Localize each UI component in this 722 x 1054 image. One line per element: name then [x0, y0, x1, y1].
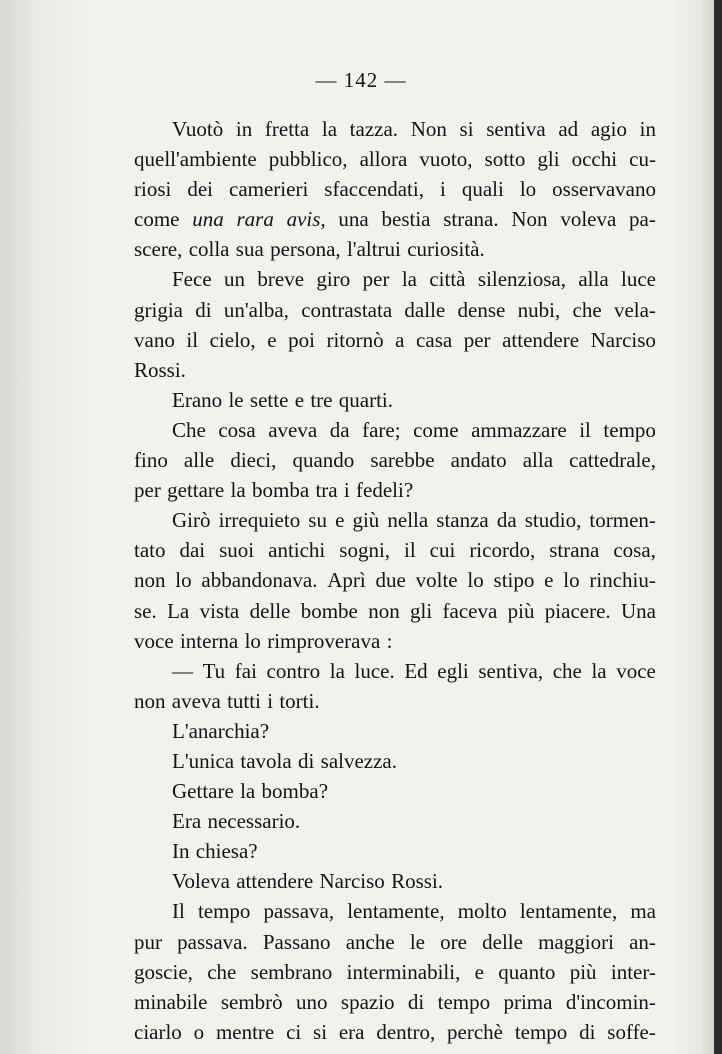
- word: due: [375, 568, 406, 593]
- text-line: [134, 626, 656, 656]
- word: tormen-: [589, 508, 656, 533]
- word: Aprì: [327, 568, 366, 593]
- word: sogni,: [339, 538, 391, 563]
- word: inter-: [610, 959, 656, 984]
- word: per: [362, 267, 390, 292]
- word: quell'ambiente: [134, 147, 257, 172]
- word: anche: [345, 929, 395, 954]
- word: delle: [482, 929, 523, 954]
- word: faceva: [442, 598, 498, 623]
- word: riosi: [134, 177, 172, 202]
- word: dieci,: [230, 448, 277, 473]
- word: gli: [410, 598, 433, 623]
- word: di: [298, 748, 315, 773]
- text-line: [134, 686, 656, 716]
- word: necessario.: [207, 809, 301, 834]
- word: la: [321, 117, 338, 141]
- word: molto: [457, 899, 507, 924]
- word: salvezza.: [320, 748, 398, 773]
- word: prima: [503, 989, 553, 1014]
- word: ritornò: [326, 327, 384, 352]
- text-line: [134, 325, 656, 355]
- word: attendere: [502, 327, 580, 352]
- text-line: [134, 355, 656, 385]
- word: fretta: [264, 117, 310, 141]
- word: era: [338, 1019, 365, 1044]
- word: breve: [257, 267, 305, 292]
- word: goscie,: [134, 959, 193, 984]
- word: chiesa?: [195, 839, 258, 864]
- text-line: [134, 1017, 656, 1047]
- word: osservavano: [552, 177, 656, 202]
- word: tato: [134, 538, 166, 563]
- word: L'unica: [172, 748, 235, 773]
- word: una: [192, 207, 224, 232]
- word: bomba?: [261, 779, 329, 804]
- word: sotto: [484, 147, 526, 172]
- word: pur: [134, 929, 162, 954]
- word: se.: [134, 598, 157, 623]
- word: Rossi.: [391, 869, 444, 894]
- word: di: [579, 1019, 596, 1044]
- word: sentiva,: [478, 658, 544, 683]
- word: irrequieto: [218, 508, 301, 533]
- word: torti.: [279, 688, 320, 713]
- word: a: [395, 327, 405, 352]
- word: la: [230, 478, 246, 503]
- word: una: [338, 207, 369, 232]
- word: cielo,: [209, 327, 256, 352]
- text-line: [134, 204, 656, 234]
- word: su: [308, 508, 327, 533]
- text-line: [134, 445, 656, 475]
- word: agio: [590, 117, 627, 141]
- word: tempo: [514, 1019, 568, 1044]
- word: In: [172, 839, 190, 864]
- word: lo: [467, 568, 484, 593]
- word: vano: [134, 327, 175, 352]
- word: ad: [558, 117, 579, 141]
- word: sentiva: [486, 117, 546, 141]
- word: fai: [234, 658, 257, 683]
- word: dentro,: [376, 1019, 436, 1044]
- word: dei: [187, 177, 213, 202]
- word: giù: [352, 508, 380, 533]
- word: perchè: [447, 1019, 503, 1044]
- text-line: [134, 806, 656, 836]
- word: spazio: [340, 989, 395, 1014]
- word: studio,: [524, 508, 582, 533]
- word: nella: [387, 508, 429, 533]
- word: e: [474, 959, 484, 984]
- word: dai: [179, 538, 206, 563]
- word: tutti: [227, 688, 261, 713]
- word: più: [569, 959, 597, 984]
- word: mentre: [215, 1019, 275, 1044]
- word: rara: [236, 207, 274, 232]
- word: rimproverava: [267, 628, 381, 653]
- word: che: [207, 959, 237, 984]
- word: ma: [630, 899, 656, 924]
- word: La: [167, 598, 190, 623]
- word: più: [507, 598, 535, 623]
- word: quali: [461, 177, 504, 202]
- word: poi: [288, 327, 315, 352]
- word: stanza: [436, 508, 489, 533]
- word: un: [224, 267, 246, 292]
- word: persona,: [270, 237, 341, 262]
- word: contro: [266, 658, 321, 683]
- word: quanto: [498, 959, 556, 984]
- word: tazza.: [349, 117, 399, 141]
- word: tre: [310, 387, 333, 412]
- text-line: [134, 385, 656, 415]
- word: gli: [537, 147, 560, 172]
- word: alle: [183, 448, 215, 473]
- word: lentamente,: [519, 899, 618, 924]
- word: interna: [179, 628, 239, 653]
- word: fino: [134, 448, 168, 473]
- word: lentamente,: [347, 899, 445, 924]
- word: non: [368, 598, 400, 623]
- word: egli: [437, 658, 469, 683]
- text-line: [134, 565, 656, 595]
- word: la: [240, 779, 256, 804]
- word: ci: [286, 1019, 302, 1044]
- word: camerieri: [229, 177, 309, 202]
- word: antichi: [268, 538, 326, 563]
- word: bombe: [300, 598, 358, 623]
- word: strana: [549, 538, 600, 563]
- word: l'altrui: [346, 237, 401, 262]
- word: cosa,: [613, 538, 656, 563]
- word: —: [172, 658, 193, 683]
- word: attendere: [236, 869, 314, 894]
- word: quando: [292, 448, 355, 473]
- word: un'alba,: [223, 297, 289, 322]
- text-line: [134, 596, 656, 626]
- text-line: [134, 114, 656, 144]
- word: di: [407, 989, 425, 1014]
- word: L'anarchia?: [172, 718, 270, 743]
- word: Voleva: [172, 869, 230, 894]
- word: Non: [410, 117, 447, 141]
- word: piacere.: [544, 598, 611, 623]
- word: tra: [315, 478, 338, 503]
- word: delle: [249, 598, 291, 623]
- word: ricordo,: [469, 538, 536, 563]
- word: di: [195, 297, 212, 322]
- word: le: [228, 387, 244, 412]
- word: passava,: [263, 899, 335, 924]
- text-line: [134, 987, 656, 1017]
- word: suoi: [219, 538, 255, 563]
- word: sarebbe: [370, 448, 435, 473]
- word: Non: [511, 207, 548, 232]
- text-line: [134, 836, 656, 866]
- word: lo: [175, 568, 192, 593]
- word: lo: [244, 628, 261, 653]
- word: alla: [578, 267, 609, 292]
- word: sette: [249, 387, 289, 412]
- word: quarti.: [338, 387, 393, 412]
- word: Erano: [172, 387, 223, 412]
- word: per: [134, 478, 161, 503]
- word: interminabili,: [346, 959, 461, 984]
- word: alla: [522, 448, 554, 473]
- word: Vuotò: [172, 117, 224, 141]
- word: sembrò: [220, 989, 283, 1014]
- word: i: [439, 177, 446, 202]
- word: e: [544, 568, 554, 593]
- word: silenziosa,: [477, 267, 566, 292]
- word: nubi,: [517, 297, 561, 322]
- word: il: [579, 417, 591, 442]
- word: luce.: [354, 658, 395, 683]
- text-line: [134, 776, 656, 806]
- word: tempo: [437, 989, 491, 1014]
- word: dalle: [404, 297, 446, 322]
- word: voleva: [560, 207, 617, 232]
- word: tempo: [197, 899, 251, 924]
- text-line: [134, 234, 656, 264]
- word: Girò: [172, 508, 211, 533]
- word: bomba: [252, 478, 310, 503]
- word: vista: [199, 598, 240, 623]
- word: o: [193, 1019, 205, 1044]
- text-line: [134, 957, 656, 987]
- word: la: [591, 658, 607, 683]
- word: occhi: [571, 147, 618, 172]
- word: in: [639, 117, 656, 141]
- word: tavola: [240, 748, 292, 773]
- word: scere,: [134, 237, 183, 262]
- word: Passano: [262, 929, 331, 954]
- word: si: [313, 1019, 328, 1044]
- text-line: [134, 144, 656, 174]
- word: Fece: [172, 267, 212, 292]
- text-line: [134, 535, 656, 565]
- text-line: [134, 746, 656, 776]
- word: pa-: [629, 207, 656, 232]
- word: bestia: [381, 207, 431, 232]
- word: tempo: [603, 417, 656, 442]
- word: an-: [629, 929, 656, 954]
- word: cattedrale,: [569, 448, 656, 473]
- word: che: [552, 658, 582, 683]
- text-line: [134, 656, 656, 686]
- word: da: [329, 417, 350, 442]
- word: si: [459, 117, 474, 141]
- word: gettare: [167, 478, 225, 503]
- body-text: [134, 114, 656, 1047]
- word: luce: [621, 267, 656, 292]
- word: andato: [450, 448, 507, 473]
- text-line: [134, 716, 656, 746]
- word: sfaccendati,: [324, 177, 424, 202]
- word: maggiori: [538, 929, 614, 954]
- word: e: [335, 508, 345, 533]
- text-line: [134, 927, 656, 957]
- word: non: [134, 568, 166, 593]
- word: contrastata: [301, 297, 393, 322]
- word: per: [463, 327, 491, 352]
- word: strana.: [443, 207, 499, 232]
- word: soffe-: [607, 1019, 656, 1044]
- word: Gettare: [172, 779, 234, 804]
- word: vela-: [613, 297, 656, 322]
- word: il: [186, 327, 199, 352]
- word: Il: [172, 899, 185, 924]
- word: rinchiu-: [589, 568, 656, 593]
- word: :: [386, 628, 393, 653]
- word: giro: [316, 267, 351, 292]
- word: colla: [188, 237, 230, 262]
- word: da: [496, 508, 517, 533]
- word: la: [329, 658, 345, 683]
- word: lo: [519, 177, 537, 202]
- word: il: [404, 538, 416, 563]
- text-line: [134, 264, 656, 294]
- word: ciarlo: [134, 1019, 182, 1044]
- word: come: [134, 207, 180, 232]
- word: Ed: [404, 658, 428, 683]
- text-line: [134, 475, 656, 505]
- word: abbandonava.: [201, 568, 318, 593]
- word: città: [429, 267, 466, 292]
- page-edge-shadow: [714, 0, 722, 1054]
- word: vuoto,: [419, 147, 473, 172]
- word: fare;: [362, 417, 401, 442]
- page-number: — 142 —: [315, 68, 407, 92]
- word: pubblico,: [268, 147, 348, 172]
- text-line: [134, 896, 656, 926]
- word: le: [409, 929, 425, 954]
- word: non: [134, 688, 166, 713]
- word: e: [267, 327, 277, 352]
- word: Narciso: [590, 327, 656, 352]
- word: la: [401, 267, 417, 292]
- word: Era: [172, 809, 202, 834]
- word: i: [267, 688, 274, 713]
- word: passava.: [177, 929, 248, 954]
- word: che: [572, 297, 602, 322]
- word: minabile: [134, 989, 208, 1014]
- word: grigia: [134, 297, 183, 322]
- word: lo: [563, 568, 580, 593]
- word: voce: [616, 658, 656, 683]
- word: in: [235, 117, 253, 141]
- word: uno: [296, 989, 328, 1014]
- word: aveva: [268, 417, 318, 442]
- word: curiosità.: [407, 237, 485, 262]
- word: ore: [440, 929, 467, 954]
- word: allora: [359, 147, 408, 172]
- word: fedeli?: [356, 478, 414, 503]
- word: e: [294, 387, 305, 412]
- word: d'incomin-: [565, 989, 656, 1014]
- word: avis,: [286, 207, 326, 232]
- word: volte: [415, 568, 458, 593]
- word: aveva: [171, 688, 221, 713]
- word: sua: [235, 237, 264, 262]
- word: stipo: [493, 568, 535, 593]
- word: dense: [457, 297, 506, 322]
- word: Che: [172, 417, 206, 442]
- word: i: [343, 478, 350, 503]
- text-line: [134, 174, 656, 204]
- word: cosa: [218, 417, 256, 442]
- word: Tu: [202, 658, 226, 683]
- text-line: [134, 295, 656, 325]
- word: casa: [416, 327, 453, 352]
- word: come: [413, 417, 459, 442]
- word: Una: [621, 598, 656, 623]
- word: Rossi.: [134, 357, 186, 382]
- word: Narciso: [319, 869, 385, 894]
- text-line: [134, 505, 656, 535]
- word: ammazzare: [471, 417, 567, 442]
- text-line: [134, 866, 656, 896]
- text-line: [134, 415, 656, 445]
- word: voce: [134, 628, 174, 653]
- word: sembrano: [250, 959, 333, 984]
- word: cu-: [629, 147, 656, 172]
- word: cui: [429, 538, 456, 563]
